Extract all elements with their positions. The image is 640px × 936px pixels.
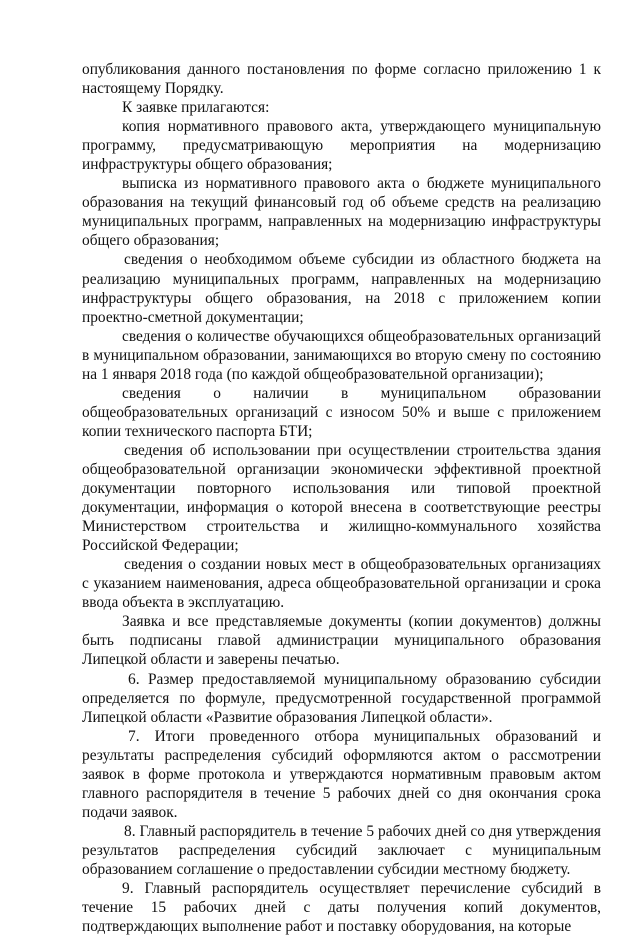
paragraph-item-8: 8. Главный распорядитель в течение 5 рабочих дней со дня утверждения результатов распределения субсидий заключает с муниципальным образованием соглашение о предоставлении субсидии местному бюджету. bbox=[82, 822, 601, 878]
paragraph-design-documentation: сведения об использовании при осуществлении строительства здания общеобразовательной организации экономически эффективной проектной документации повторного использования или типовой проектной документации, информация о которой внесена в соответствующие реестры Министерством строительства и жилищно-коммунального хозяйства Российской Федерации; bbox=[82, 441, 601, 555]
paragraph-new-places: сведения о создании новых мест в общеобразовательных организациях с указанием наименования, адреса общеобразовательной организации и срока ввода объекта в эксплуатацию. bbox=[82, 556, 601, 612]
paragraph-continuation: опубликования данного постановления по форме согласно приложению 1 к настоящему Порядку. bbox=[82, 61, 601, 98]
paragraph-item-9: 9. Главный распорядитель осуществляет перечисление субсидий в течение 15 рабочих дней с даты получения копий документов, подтверждающих выполнение работ и поставку оборудования, на которые bbox=[82, 880, 601, 936]
paragraph-subsidy-volume: сведения о необходимом объеме субсидии из областного бюджета на реализацию муниципальных программ, направленных на модернизацию инфраструктуры общего образования, на 2018 с приложением копии проектно-сметной документации; bbox=[82, 251, 601, 326]
paragraph-application-signing: Заявка и все представляемые документы (копии документов) должны быть подписаны главой администрации муниципального образования Липецкой области и заверены печатью. bbox=[82, 613, 601, 669]
paragraph-budget-extract: выписка из нормативного правового акта о бюджете муниципального образования на текущий финансовый год об объеме средств на реализацию муниципальных программ, направленных на модернизацию инфраструктуры общего образования; bbox=[82, 175, 601, 250]
paragraph-second-shift-students: сведения о количестве обучающихся общеобразовательных организаций в муниципальном образовании, занимающихся во вторую смену по состоянию на 1 января 2018 года (по каждой общеобразовательной организации); bbox=[82, 327, 601, 383]
paragraph-item-6: 6. Размер предоставляемой муниципальному образованию субсидии определяется по формуле, предусмотренной государственной программой Липецкой области «Развитие образования Липецкой области». bbox=[82, 670, 601, 726]
paragraph-wear-info: сведения о наличии в муниципальном образовании общеобразовательных организаций с износом 50% и выше с приложением копии технического паспорта БТИ; bbox=[82, 384, 601, 440]
paragraph-program-act-copy: копия нормативного правового акта, утверждающего муниципальную программу, предусматривающую мероприятия на модернизацию инфраструктуры общего образования; bbox=[82, 118, 601, 174]
paragraph-item-7: 7. Итоги проведенного отбора муниципальных образований и результаты распределения субсидий оформляются актом о рассмотрении заявок в форме протокола и утверждаются нормативным правовым актом главного распорядителя в течение 5 рабочих дней со дня окончания срока подачи заявок. bbox=[82, 727, 601, 821]
document-body bbox=[82, 60, 601, 936]
paragraph-attachments-intro: К заявке прилагаются: bbox=[122, 99, 270, 117]
